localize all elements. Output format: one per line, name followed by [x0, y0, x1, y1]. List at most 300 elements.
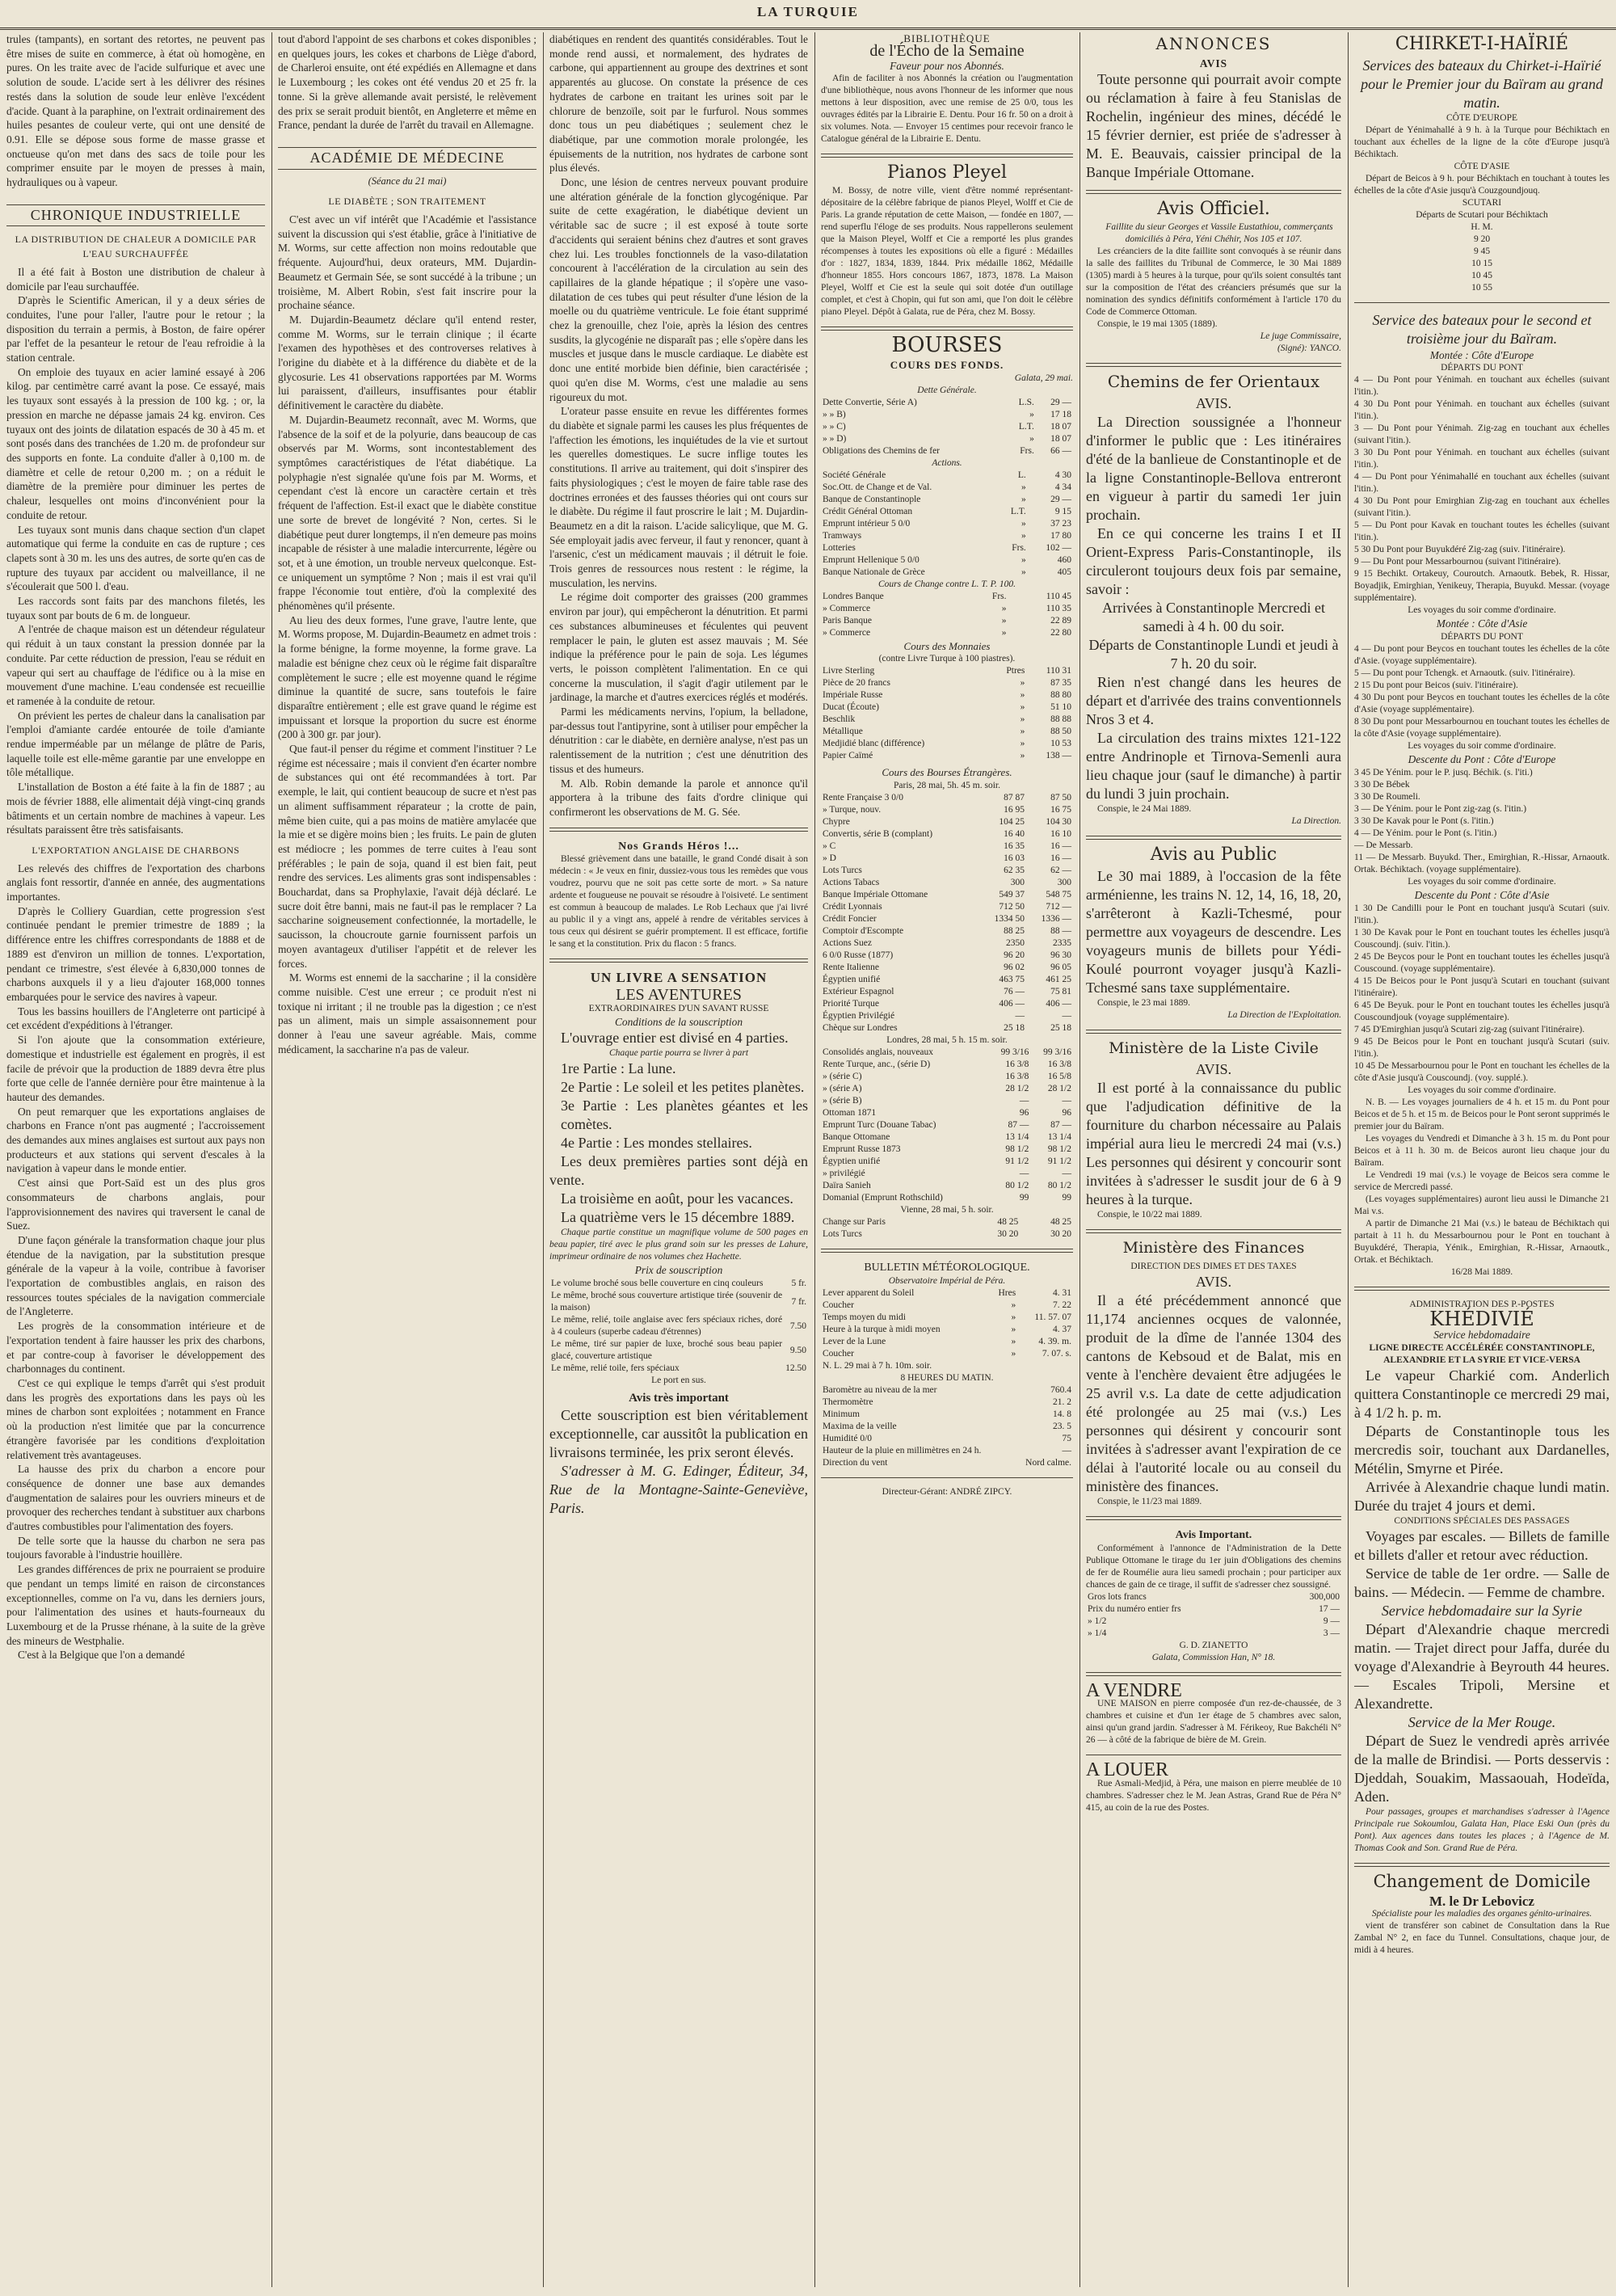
row-value: 16 10: [1050, 828, 1071, 839]
ad-title: BIBLIOTHÈQUE: [903, 32, 991, 44]
table-heading: Actions.: [932, 457, 962, 468]
schedule-entry: 4 30 Du pont pour Beycos en touchant toutes les échelles de la côte d'Asie (voyage supplémentaire).: [1354, 693, 1610, 715]
row-label: Crédit Général Ottoman: [823, 506, 913, 516]
row-value: —: [1062, 1095, 1071, 1106]
article-text: M. Alb. Robin demande la parole et annonce qu'il apportera à la tribune des faits d'ordre clinique qui confirmeront les observations de M. G. Sée.: [549, 777, 808, 818]
row-value: »: [1020, 678, 1025, 689]
divider: [1354, 302, 1610, 303]
row-value: 88 80: [1050, 690, 1071, 701]
row-value: 110 31: [1046, 666, 1071, 676]
notice-text: La circulation des trains mixtes 121-122 entre Andrinople et Tirnova-Semenli aura lieu chaque jour (sauf le dimanche) à partir du lundi 3 juin prochain.: [1086, 729, 1341, 802]
divider: [1086, 1516, 1341, 1520]
row-value: 23. 5: [1053, 1421, 1071, 1431]
table-row: [821, 1180, 1073, 1192]
row-value: 110 35: [1046, 603, 1071, 613]
table-row: Le même, relié, toile anglaise avec fers spéciaux riches, doré à 4 couleurs (superbe cadeau d'étrennes) 7.50: [551, 1315, 806, 1338]
row-label: Priorité Turque: [823, 998, 879, 1009]
row-label: » C: [823, 840, 836, 851]
table-row: [821, 974, 1073, 986]
row-value: 51 10: [1050, 702, 1071, 713]
ad-title: Nos Grands Héros !...: [618, 840, 739, 853]
row-value: 4. 39. m.: [1038, 1336, 1071, 1346]
row-value: 16 —: [1050, 853, 1071, 863]
ad-text: Chaque partie constitue un magnifique volume de 500 pages en beau papier, tiré avec le plus grand soin sur les presses de Lahure, imprimeur ordinaire de nos volumes chez Hachette.: [549, 1228, 808, 1262]
row-label: Hauteur de la pluie en millimètres en 24 h.: [823, 1445, 982, 1456]
table-row: [821, 1216, 1073, 1228]
ad-text: Arrivée à Alexandrie chaque lundi matin. Durée du trajet 4 jours et demi.: [1354, 1478, 1610, 1514]
schedule-text: Départ de Yénimahallé à 9 h. à la Turque pour Béchiktach en touchant aux échelles de la ligne de la côte d'Europe jusqu'à Béchiktach.: [1354, 124, 1610, 159]
ad-title: de l'Écho de la Semaine: [869, 42, 1025, 60]
section-title: CHRONIQUE INDUSTRIELLE: [6, 204, 265, 227]
row-value: 28 1/2: [1047, 1083, 1071, 1093]
article-text: C'est à la Belgique que l'on a demandé: [18, 1649, 185, 1662]
schedule-entry: 7 45 D'Emirghian jusqu'à Scutari zig-zag (suivant l'itinéraire).: [1354, 1024, 1585, 1034]
article-text: C'est ainsi que Port-Saïd est un des plus gros consommateurs de charbons anglais, pour l'approvisionnement des navires qui traversent le canal de Suez.: [6, 1177, 265, 1232]
row-label: Impériale Russe: [823, 690, 883, 701]
article-text: Parmi les médicaments nervins, l'opium, la belladone, par-dessus tout l'antipyrine, sont à utiliser pour empêcher la dénutrition : car le diabète, en dernière analyse, n'est pas un ralentissement de la nutrition ; c'est une dénutrition des tissus et des humeurs.: [549, 706, 808, 775]
row-value: 4. 31: [1053, 1287, 1071, 1298]
row-label: Papier Caïmé: [823, 751, 873, 761]
row-label: Temps moyen du midi: [823, 1312, 907, 1322]
column-rule: [1079, 32, 1080, 2287]
row-label: Crédit Lyonnais: [823, 901, 882, 912]
schedule-entry: 9 15 Bechikt. Ortakeuy, Couroutch. Arnaoutk. Bebek, R. Hissar, Boyadjik, Emirghian, Yenikeuy, Therapia, Buyukd. Messar. (voyage supplémentaire).: [1354, 569, 1610, 604]
row-label: Emprunt intérieur 5 0/0: [823, 518, 911, 529]
classified-text: Rue Asmali-Medjid, à Péra, une maison en pierre meublée de 10 chambres. S'adresser chez le M. Jean Astras, Grand Rue de Péra N° 415, au coin de la rue des Postes.: [1086, 1779, 1341, 1814]
divider: [1354, 1287, 1610, 1291]
row-value: 91 1/2: [1047, 1156, 1071, 1166]
schedule-entry: 4 — Du pont pour Beycos en touchant toutes les échelles de la côte d'Asie. (voyage supplémentaire).: [1354, 644, 1610, 667]
row-value: —: [1062, 1010, 1071, 1021]
notice-title: Chemins de fer Orientaux: [1107, 372, 1320, 392]
row-value: 80 1/2: [1047, 1180, 1071, 1190]
ad-note: Le port en sus.: [651, 1375, 706, 1386]
table-row: [821, 937, 1073, 950]
row-value: 22 89: [1050, 615, 1071, 626]
schedule-heading: Descente du Pont : Côte d'Europe: [1408, 753, 1556, 766]
row-label: Coucher: [823, 1300, 854, 1310]
schedule-entry: 10 15: [1471, 258, 1492, 268]
article-text: D'une façon générale la transformation chaque jour plus étendue de la navigation, par la substitution presque générale de la vapeur à la voile, contribue à favoriser l'exportation de combustibles anglais, en raison des ressources toutes spéciales de la navigation commerciale de l'Angleterre.: [6, 1233, 265, 1318]
row-value: 16 75: [1050, 804, 1071, 815]
table-heading: Dette Générale.: [917, 385, 977, 395]
table-heading: Cours des Bourses Étrangères.: [882, 766, 1012, 779]
table-heading: COURS DES FONDS.: [890, 358, 1004, 371]
schedule-entry: 1 30 De Candilli pour le Pont en touchant jusqu'à Scutari (suiv. l'itin.).: [1354, 903, 1610, 925]
ad-text: Blessé grièvement dans une bataille, le grand Condé disait à son médecin : « Je veux en finir, dussiez-vous tous les remèdes que vous voudrez, pourvu que ne soit pas cette sorte de mort. » Sa nature ardente et fougueuse ne pouvait se résoudre à l'oisiveté. Le sentiment est commun à beaucoup de malades. Le Rob Lechaux que j'ai livré au public il y a vingt ans, appelé à rendre de véritables services à tous ceux qui désirent se guérir promptement. Il est efficace, fortifie le sang et la constitution. Prix du flacon : 5 francs.: [549, 854, 808, 950]
row-value: 96: [1062, 1107, 1071, 1118]
section-title: BULLETIN MÉTÉOROLOGIQUE.: [864, 1261, 1030, 1274]
row-label: Soc.Ott. de Change et de Val.: [823, 482, 932, 492]
row-label: Égyptien Privilégié: [823, 1010, 895, 1021]
ad-heading: Service de la Mer Rouge.: [1408, 1713, 1556, 1730]
row-label: Extérieur Espagnol: [823, 986, 894, 996]
schedule-note: Les voyages du Vendredi et Dimanche à 3 h. 15 m. du Pont pour Beicos et à 11 h. 30 m. de Beicos auront lieu chaque jour du Baïram.: [1354, 1133, 1610, 1168]
table-row: [821, 828, 1073, 840]
row-label: N. L. 29 mai à 7 h. 10m. soir.: [823, 1360, 932, 1371]
subscription-heading: Conditions de la souscription: [614, 1015, 743, 1028]
row-value: 87 —: [1050, 1119, 1071, 1130]
row-label: » 1/2: [1088, 1616, 1107, 1626]
row-value: 25 18: [1004, 1022, 1025, 1033]
table-row: [821, 1348, 1073, 1360]
section-title: ANNONCES: [1155, 34, 1272, 53]
schedule-entry: 2 45 De Beycos pour le Pont en touchant toutes les échelles jusqu'à Couscound. (voyage supplémentaire).: [1354, 951, 1610, 974]
table-row: [821, 950, 1073, 962]
row-value: 4 30: [1054, 470, 1071, 480]
schedule-note: Le Vendredi 19 mai (v.s.) le voyage de Beicos sera comme le service de Mercredi passé.: [1354, 1169, 1610, 1192]
table-row: [821, 1300, 1073, 1312]
ad-subtitle: Spécialiste pour les maladies des organes génito-urinaires.: [1371, 1909, 1593, 1919]
schedule-entry: 9 — Du Pont pour Messarbournou (suivant l'itinéraire).: [1354, 557, 1561, 567]
row-value: L.S.: [1018, 397, 1034, 407]
row-value: »: [1020, 739, 1025, 749]
schedule-entry: 9 45: [1473, 246, 1491, 256]
table-row: [821, 998, 1073, 1010]
schedule-entry: 9 20: [1473, 234, 1491, 244]
classified-title: A VENDRE: [1086, 1679, 1182, 1701]
row-value: Frs.: [1012, 542, 1026, 553]
table-row: [1086, 1603, 1341, 1616]
schedule-entry: 10 45: [1471, 270, 1492, 280]
row-value: 88 —: [1050, 925, 1071, 936]
row-value: »: [1021, 518, 1026, 529]
table-row: [821, 470, 1073, 482]
article-text: tout d'abord l'appoint de ses charbons et cokes disponibles ; en quelques jours, les cokes et charbons de Liège d'abord, de Charleroi ensuite, ont été expédiés en Allemagne et dans le Luxembourg ; les cokes ont été vendus 20 et 25 fr. la tonne. Si la grève allemande avait persisté, le relèvement des prix se serait produit bientôt, en Angleterre et même en France, pendant la durée de l'arrêt du travail en Allemagne.: [278, 33, 537, 132]
row-label: Medjidié blanc (différence): [823, 739, 925, 749]
classified-title: A LOUER: [1086, 1759, 1168, 1781]
ad-subtitle: Services des bateaux du Chirket-i-Haïrié pour le Premier jour du Baïram au grand matin.: [1361, 57, 1603, 111]
row-label: Comptoir d'Escompte: [823, 925, 904, 936]
row-value: 87 35: [1050, 678, 1071, 689]
table-row: [821, 877, 1073, 889]
row-label: Emprunt Turc (Douane Tabac): [823, 1119, 936, 1130]
article-text: De telle sorte que la hausse du charbon ne sera pas toujours favorable à l'industrie houillère.: [6, 1534, 265, 1561]
schedule-entry: 3 30 De Kavak pour le Pont (s. l'itin.): [1354, 815, 1494, 826]
notice-text: La Direction soussignée a l'honneur d'informer le public que : Les itinéraires d'été de la banlieue de Constantinople et de la ligne Constantinople-Bellova entreront en vigueur à partir du samedi 1er juin prochain.: [1086, 413, 1341, 523]
article-subtitle: LE DIABÈTE ; SON TRAITEMENT: [328, 196, 486, 208]
row-label: » (série B): [823, 1095, 862, 1106]
divider: [821, 1249, 1073, 1253]
table-row: [821, 1107, 1073, 1119]
row-label: Minimum: [823, 1409, 861, 1419]
notice-date: Conspie, le 23 mai 1889.: [1097, 997, 1190, 1008]
row-value: 16 95: [1004, 804, 1025, 815]
column-1: [6, 32, 265, 2287]
subscription-heading: Prix de souscription: [634, 1264, 723, 1277]
schedule-entry: H. M.: [1471, 221, 1493, 232]
schedule-note: (Les voyages supplémentaires) auront lieu aussi le Dimanche 21 Mai v.s.: [1354, 1194, 1610, 1216]
row-label: Thermomètre: [823, 1397, 873, 1407]
article-text: On peut remarquer que les exportations anglaises de charbons en France n'ont pas augmenté ; l'accroissement des demandes aux mines anglaises est surtout aux pays non producteurs et aux stations qui servent d'escales à la navigation à vapeur dans le monde entier.: [6, 1105, 265, 1175]
section-title: BOURSES: [891, 333, 1003, 358]
row-value: »: [1029, 409, 1034, 419]
article-subtitle: LA DISTRIBUTION DE CHALEUR A DOMICILE PAR L'EAU SURCHAUFFÉE: [15, 234, 257, 260]
row-value: »: [1011, 1312, 1016, 1322]
table-row: [821, 433, 1073, 445]
row-label: Banque Nationale de Grèce: [823, 567, 925, 577]
row-value: »: [1020, 690, 1025, 701]
notice-date: Conspie, le 10/22 mai 1889.: [1097, 1210, 1202, 1220]
table-row: [821, 603, 1073, 615]
row-value: 1336 —: [1041, 913, 1071, 924]
row-label: » Commerce: [823, 603, 871, 613]
row-value: »: [1020, 714, 1025, 725]
article-text: On emploie des tuyaux en acier laminé essayé à 206 kilog. par centimètre carré avant la pose. Ce essayé, mais les tuyaux sont essayés à la pression de 100 kg. ; or, la pression en marche ne dépasse jamais 24 kg. environ. Ces tuyaux ont des joints de dilatation espacés de 30 à 45 m. et sont posés dans des tranchées de 1.20 m. de profondeur sur des supports en fonte. La conduite d'aller à 0,100 m. de diamètre et celle de retour 0,200 m. ; on a réduit le diamètre de la première pour diminuer les pertes de chaleur, lesquelles ont moins d'inconvénient pour la conduite de retour.: [6, 365, 265, 521]
article-text: Tous les bassins houillers de l'Angleterre ont participé à cet excédent d'expéditions à l'étranger.: [6, 1005, 265, 1032]
quote-table: [821, 591, 1073, 639]
row-value: [1017, 1360, 1073, 1372]
schedule-entry: 4 30 Du Pont pour Yénimah. en touchant aux échelles (suivant l'itin.).: [1354, 399, 1610, 422]
schedule-entry: 6 45 De Beyuk. pour le Pont en touchant toutes les échelles jusqu'à Couscoundjouk (voyage supplémentaire).: [1354, 1000, 1610, 1022]
row-label: » D: [823, 853, 836, 863]
row-value: 96 30: [1050, 950, 1071, 960]
row-value: 96 05: [1050, 962, 1071, 972]
row-value: 98 1/2: [1047, 1144, 1071, 1154]
schedule-heading: SCUTARI: [1462, 197, 1502, 208]
schedule-heading: CÔTE D'EUROPE: [1446, 112, 1517, 123]
row-label: Tramways: [823, 530, 862, 541]
row-value: 405: [1057, 567, 1071, 577]
row-value: 99 3/16: [1043, 1047, 1071, 1057]
row-value: 80 1/2: [1005, 1180, 1029, 1190]
ad-title: Changement de Domicile: [1373, 1871, 1591, 1891]
schedule-note: Les voyages du soir comme d'ordinaire.: [1408, 876, 1556, 887]
date-line: Paris, 28 mai, 5h. 45 m. soir.: [894, 780, 1000, 790]
row-label: Obligations des Chemins de fer: [823, 445, 941, 456]
divider: [549, 828, 808, 832]
row-value: 16 35: [1004, 840, 1025, 851]
row-value: 2335: [1053, 937, 1071, 948]
notice-title: Avis au Public: [1150, 844, 1277, 865]
table-row: [821, 615, 1073, 627]
schedule-entry: — De Messarb.: [1354, 840, 1413, 850]
row-value: 460: [1057, 554, 1071, 565]
table-row: [821, 1095, 1073, 1107]
row-value: »: [1020, 702, 1025, 713]
row-value: 461 25: [1046, 974, 1071, 984]
table-heading: Cours de Change contre L. T. P. 100.: [877, 579, 1016, 589]
schedule-times: [1354, 221, 1610, 294]
row-label: Lots Turcs: [823, 865, 862, 875]
weather-table: [821, 1384, 1073, 1469]
table-row: Le même, relié toile, fers spéciaux 12.50: [551, 1363, 806, 1374]
row-value: L.T.: [1010, 506, 1026, 516]
schedule-entry: 3 — De Yénim. pour le Pont zig-zag (s. l'itin.): [1354, 803, 1527, 814]
table-row: [821, 591, 1073, 603]
table-row: [821, 840, 1073, 853]
row-label: Métallique: [823, 727, 863, 737]
divider: [1354, 1863, 1610, 1867]
article-text: Donc, une lésion de centres nerveux pouvant produire une altération générale de la fonction glycogénique. Par suite de cette exagération, le diabétique devient un véritable sac de sucre ; il est exposé à toute sorte d'accidents qui seraient bénins chez d'autres et sont graves chez lui. Les troubles fonctionnels de la vaso-dilatation concourent à l'accélération de la circulation au sein des capillaires de la glande hépatique ; il s'opère une vaso-dilatation de ces tubes qui peut résulter d'une lésion de la moelle ou du quatrième ventricule. Le foie étant supprimé chez la grenouille, chez l'oie, après la lésion des centres susdits, la glycogénie ne disparaît pas ; elle s'opère dans les muscles et jusque dans le muscle cardiaque. Le diabète est donc une entité morbide bien définie, bien caractérisée ; quoi qu'en dise M. Worms, c'est une maladie au sens rigoureux du mot.: [549, 176, 808, 403]
schedule-note: Les voyages du soir comme d'ordinaire.: [1408, 1085, 1556, 1095]
quote-table: [821, 470, 1073, 579]
row-value: —: [1019, 1168, 1029, 1178]
row-value: 1334 50: [994, 913, 1025, 924]
row-value: 18 07: [1050, 433, 1071, 444]
row-value: 548 75: [1046, 889, 1071, 899]
row-value: 76 —: [1004, 986, 1025, 996]
session-date: (Séance du 21 mai): [368, 175, 447, 187]
row-value: 87 50: [1050, 792, 1071, 803]
row-label: Prix du numéro entier frs: [1088, 1603, 1181, 1614]
row-value: 2350: [1006, 937, 1025, 948]
ad-text: Départ de Suez le vendredi après arrivée de la malle de Brindisi. — Ports desservis : Djeddah, Souakim, Massaouah, Hodeïda, Aden.: [1354, 1732, 1610, 1805]
article-text: On prévient les pertes de chaleur dans la canalisation par l'emploi d'amiante cardée entourée de toile d'amiante rendue imperméable par un mélange de plâtre de Paris, laquelle toile est elle-même garantie par une enveloppe en tôle métallique.: [6, 709, 265, 779]
schedule-entry: 5 — Du Pont pour Kavak en touchant toutes les échelles (suivant l'itin.).: [1354, 520, 1610, 543]
row-value: 48 25: [997, 1216, 1019, 1227]
divider: [821, 1477, 1073, 1478]
ad-subtitle: Service hebdomadaire: [1433, 1329, 1530, 1342]
table-row: [1086, 1591, 1341, 1603]
divider: [821, 326, 1073, 331]
row-value: —: [1015, 1010, 1025, 1021]
ad-note: Chaque partie pourra se livrer à part: [608, 1048, 749, 1059]
row-value: 463 75: [999, 974, 1025, 984]
notice-subtitle: DIRECTION DES DIMES ET DES TAXES: [1130, 1261, 1297, 1271]
table-row: [821, 397, 1073, 409]
row-value: 4 34: [1054, 482, 1071, 492]
signature: Galata, Commission Han, N° 18.: [1151, 1652, 1276, 1662]
row-label: Crédit Foncier: [823, 913, 877, 924]
row-label: Maxima de la veille: [823, 1421, 897, 1431]
table-row: [821, 1071, 1073, 1083]
row-value: 96: [1019, 1107, 1029, 1118]
schedule-entry: 4 — De Yénim. pour le Pont (s. l'itin.): [1354, 828, 1497, 838]
notice-heading: AVIS.: [1195, 394, 1232, 411]
schedule-list: [1354, 903, 1610, 1085]
article-text: L'orateur passe ensuite en revue les différentes formes du diabète et signale parmi les causes les plus fréquentes de l'affection les émotions, les inquiétudes de la vie et surtout les querelles domestiques. Le sucre inflige toutes les constitutions. Il arrive au traitement, qui doit s'inspirer des faits physiologiques ; c'est le moyen de faire table rase des doctrines erronées et des fausses théories qui ont cours sur le diabète. Du régime il faut proscrire le lait ; M. Dujardin-Beaumetz en a dit la raison. L'acide salicylique, que M. G. Sée employait jadis avec ferveur, il faut y renoncer, quant à l'arsenic, c'est un médicament mauvais ; il détruit le foie. Trois genres de ressources nous restent : le régime, la musculation, les nervins.: [549, 405, 808, 589]
schedule-heading: Montée : Côte d'Europe: [1429, 348, 1534, 361]
ad-text: La quatrième vers le 15 décembre 1889.: [561, 1209, 795, 1226]
divider: [821, 154, 1073, 158]
row-value: 10 53: [1050, 739, 1071, 749]
article-text: Les tuyaux sont munis dans chaque section d'un clapet automatique qui ferme la conduite en cas de rupture ; ces clapets sont à 30 m. les uns des autres, de sorte qu'en cas de rupture des tuyaux par accident ou malveillance, il ne s'écoulerait que 500 l. d'eau.: [6, 523, 265, 593]
schedule-text: Départ de Beicos à 9 h. pour Béchiktach en touchant à toutes les échelles de la côte d'Asie jusqu'à Couzgoundjouq.: [1354, 173, 1610, 196]
table-row: [821, 792, 1073, 804]
ad-text: Pour passages, groupes et marchandises s'adresser à l'Agence Principale rue Sokoumlou, Galata Han, Place Eski Oun (près du Pont). Aux agences dans toutes les places ; à l'Agence de M. Thomas Cook and Son. Grand Rue de Péra.: [1354, 1806, 1610, 1853]
row-label: Lots Turcs: [823, 1228, 862, 1239]
row-label: Banque de Constantinople: [823, 494, 921, 504]
row-value: 98 1/2: [1005, 1144, 1029, 1154]
table-row: [821, 1144, 1073, 1156]
schedule-entry: 2 15 Du pont pour Beicos (suiv. l'itinéraire).: [1354, 680, 1518, 691]
article-text: A l'entrée de chaque maison est un détendeur régulateur qui réduit à un taux constant la pression donnée par la conduite. Par cette réduction de pression, l'eau se réduit en vapeur qui sert au chauffage de l'édifice ou à la mise en mouvement d'une machine. L'eau condensée est recueillie et ramenée à la conduite de retour.: [6, 623, 265, 707]
publisher-address: S'adresser à M. G. Edinger, Éditeur, 34, Rue de la Montagne-Sainte-Geneviève, Paris.: [549, 1462, 808, 1516]
table-row: [821, 1312, 1073, 1324]
schedule-text: Départs de Scutari pour Béchiktach: [1416, 209, 1548, 220]
row-label: » » C): [823, 421, 846, 432]
book-part: 3e Partie : Les planètes géantes et les comètes.: [561, 1097, 808, 1133]
row-value: 25 18: [1050, 1022, 1071, 1033]
article-text: M. Worms est ennemi de la saccharine ; il la considère comme nuisible. C'est une erreur ; ce produit n'est ni toxique ni irritant ; il ne trouble pas la digestion ; ce n'est pas un aliment, mais un simple assaisonnement pour donner à l'eau une saveur agréable. Mais, comme médicament, la saccharine n'a pas de valeur.: [278, 971, 537, 1055]
row-value: 62 35: [1004, 865, 1025, 875]
schedule-entry: 3 30 De Roumeli.: [1354, 791, 1420, 802]
table-row: [821, 1336, 1073, 1348]
date-line: Londres, 28 mai, 5 h. 15 m. soir.: [886, 1034, 1008, 1045]
table-row: [821, 986, 1073, 998]
row-label: » Turque, nouv.: [823, 804, 882, 815]
row-label: Convertis, série B (complant): [823, 828, 933, 839]
lottery-table: [1086, 1591, 1341, 1640]
table-row: [821, 1228, 1073, 1241]
row-label: Londres Banque: [823, 591, 884, 601]
section-title: ACADÉMIE DE MÉDECINE: [278, 147, 537, 170]
quote-table: [821, 397, 1073, 457]
row-label: Rente Française 3 0/0: [823, 792, 903, 803]
row-value: L.: [1017, 470, 1026, 480]
row-value: 21. 2: [1053, 1397, 1071, 1407]
ad-text: Départs de Constantinople tous les mercredis soir, touchant aux Dardanelles, Métélin, Smyrne et Pirée.: [1354, 1422, 1610, 1477]
table-row: [821, 1457, 1073, 1469]
divider: [549, 958, 808, 963]
row-value: 300: [1057, 877, 1071, 887]
article-text: Les grandes différences de prix ne pourraient se produire que pendant un temps limité en raison de circonstances exceptionnelles, comme on l'a vu, dans les derniers jours, pour l'alimentation des usines et hauts-fourneaux du Luxembourg et de la Prusse rhénane, à la suite de la grève des mineurs de Westphalie.: [6, 1563, 265, 1647]
row-label: Actions Tabacs: [823, 877, 880, 887]
row-label: Dette Convertie, Série A): [823, 397, 917, 407]
article-text: Au lieu des deux formes, l'une grave, l'autre lente, que M. Worms propose, M. Dujardin-Beaumetz en admet trois : la forme bénigne, la forme moyenne, la forme grave. La maladie est bénigne chez ceux où le régime fait disparaître complètement le sucre ; elle est moyenne quand le régime diminue la quantité de sucre, sans toutefois le faire disparaître entièrement ; elle est grave quand le régime est impuissant et lorsque la proportion du sucre est énorme (200 à 300 gr. par jour).: [278, 613, 537, 741]
row-label: Beschlik: [823, 714, 856, 725]
schedule-entry: 10 55: [1471, 282, 1492, 293]
table-row: [821, 1397, 1073, 1409]
table-row: [821, 816, 1073, 828]
article-text: C'est ce qui explique le temps d'arrêt qui s'est produit dans les progrès des exportations dans les pays où les mines de charbon sont exploitées ; notamment en France où la production n'est limitée que par la concurrence étrangère favorisée par les conditions d'exploitation relativement très avantageuses.: [6, 1376, 265, 1461]
row-value: »: [1011, 1300, 1016, 1310]
book-part: 2e Partie : Le soleil et les petites planètes.: [561, 1079, 805, 1096]
notice-text: Les créanciers de la dite faillite sont convoqués à se réunir dans la salle des faillites du Tribunal de Commerce, le 30 Mai 1889 (1305) mardi à 5 heures à la turque, pour qu'ils soient consultés tant sur la composition de l'état des créanciers présumés que sur la nomination des syndics définitifs conformément à l'article 170 du Code de Commerce Ottoman.: [1086, 246, 1341, 318]
article-text: diabétiques en rendent des quantités considérables. Tout le monde rend aussi, et normalement, des hydrates de carbone, qui appartiennent au groupe des dextrines et sont apparentés au glucose. On constate la présence de ces hydrates de carbone en traitant les urines soit par le chlorure de benzoïle, soit par le furfurol. Nous sommes donc tous un peu diabétiques ; seulement chez le diabétique, par une commotion morale prolongée, les épuisements de la nutrition, nos hydrates de carbone sont plus élevés.: [549, 33, 808, 175]
row-label: » (série A): [823, 1083, 862, 1093]
row-value: 300,000: [1309, 1591, 1340, 1602]
table-row: [821, 1360, 1073, 1372]
row-value: 28 1/2: [1005, 1083, 1029, 1093]
signature: La Direction de l'Exploitation.: [1227, 1009, 1341, 1020]
table-row: [821, 1059, 1073, 1071]
table-row: [821, 1421, 1073, 1433]
table-row: Le volume broché sous belle couverture en cinq couleurs 5 fr.: [551, 1279, 806, 1289]
column-rule: [814, 32, 815, 2287]
row-value: »: [1021, 530, 1026, 541]
row-value: »: [1001, 615, 1007, 626]
divider: [1086, 1672, 1341, 1676]
table-row: [821, 518, 1073, 530]
row-value: »: [1021, 494, 1026, 504]
ad-name: M. le Dr Lebovicz: [1429, 1893, 1534, 1909]
schedule-entry: 3 45 De Yénim. pour le P. jusq. Béchik. (s. l'iti.): [1354, 767, 1533, 777]
row-value: »: [1021, 567, 1026, 577]
row-value: 17 18: [1050, 409, 1071, 419]
ad-text: Cette souscription est bien véritablement exceptionnelle, car aussitôt la publication en livraisons terminée, les prix seront élevés.: [549, 1406, 808, 1460]
date-line: Vienne, 28 mai, 5 h. soir.: [900, 1204, 994, 1215]
notice-date: Conspie, le 19 mai 1305 (1889).: [1097, 319, 1218, 330]
row-value: 110 45: [1046, 591, 1071, 601]
article-text: Les progrès de la consommation intérieure et de l'exportation tendent à faire hausser les prix des charbons, et par contre-coup à favoriser le développement des charbonnages du continent.: [6, 1320, 265, 1375]
signature: La Direction.: [1291, 815, 1341, 826]
row-label: » (série C): [823, 1071, 862, 1081]
table-row: [821, 567, 1073, 579]
schedule-entry: 4 — Du Pont pour Yénimah. en touchant aux échelles (suivant l'itin.).: [1354, 375, 1610, 398]
row-value: »: [1011, 1324, 1016, 1334]
article-text: La hausse des prix du charbon a encore pour conséquence de donner une base aux demandes d'augmentation de salaires pour les ouvriers mineurs et de provoquer des recherches tendant à substituer aux charbons d'autres combustibles pour l'alimentation des foyers.: [6, 1463, 265, 1533]
column-rule: [271, 32, 272, 2287]
notice-text: Toute personne qui pourrait avoir compte ou réclamation à faire à feu Stanislas de Rochelin, ingénieur des mines, décédé le 15 février dernier, est priée de s'adresser à M. E. Beauvais, caissier principal de la Banque Impériale Ottomane.: [1086, 71, 1341, 181]
schedule-entry: 8 30 Du pont pour Messarbournou en touchant toutes les échelles de la côte d'Asie (voyage supplémentaire).: [1354, 717, 1610, 739]
schedule-title: Service des bateaux pour le second et troisième jour du Baïram.: [1372, 311, 1592, 347]
notice-date: 16/28 Mai 1889.: [1450, 1266, 1513, 1277]
divider: [1086, 836, 1341, 840]
schedule-entry: 4 30 Du Pont pour Emirghian Zig-zag en touchant aux échelles (suivant l'itin.).: [1354, 496, 1610, 519]
article-text: Le régime doit comporter des graisses (200 grammes environ par jour), qui empêcheront la dénutrition. Et parmi ces substances albumineuses et féculentes qui peuvent remplacer le pain, le gluten est assez mauvais ; M. Sée indique la préférence pour le pain de soja. Les légumes verts, le poisson complètent l'alimentation. En ce qui concerne la musculation, il s'agit d'agir utilement par le jardinage, la marche et d'autres exercices réglés et modérés.: [549, 591, 808, 704]
